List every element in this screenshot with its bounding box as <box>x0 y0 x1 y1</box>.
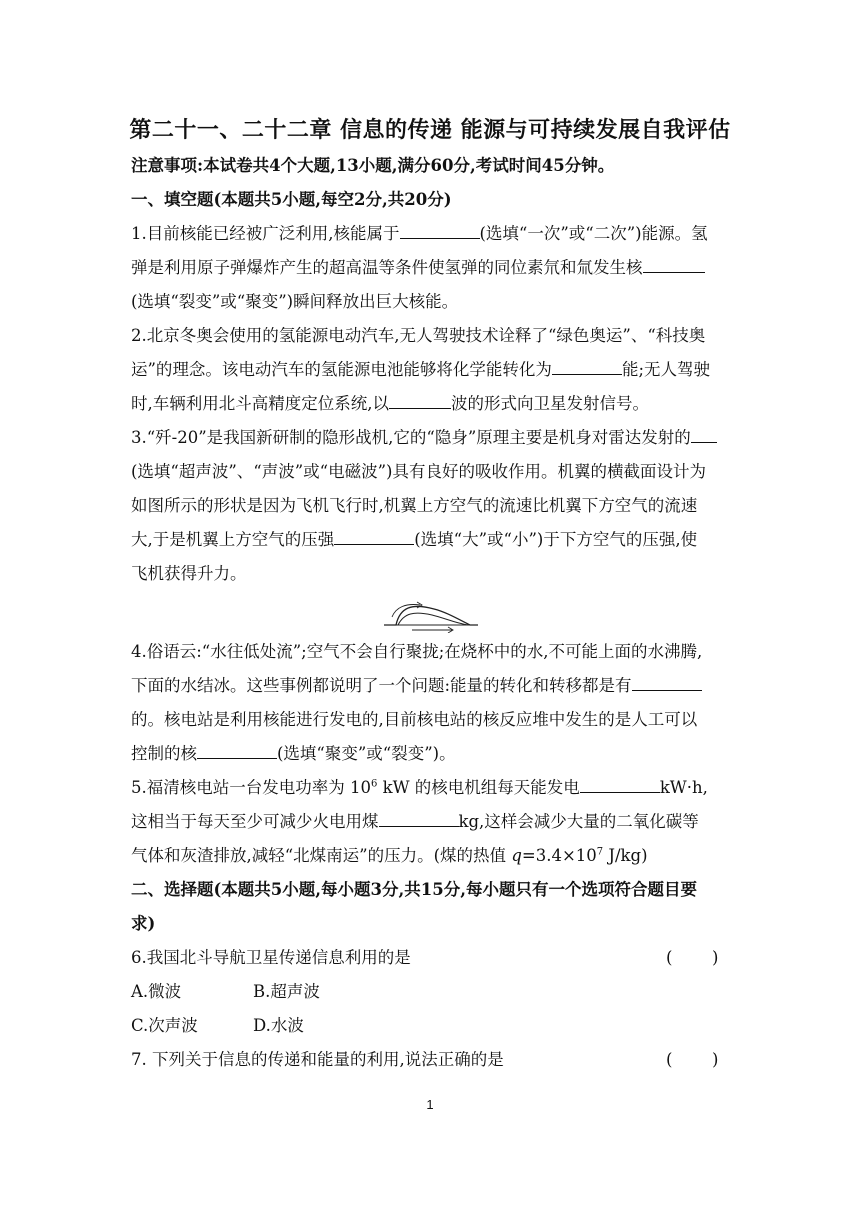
q3-line1: 3.“歼-20”是我国新研制的隐形战机,它的“隐身”原理主要是机身对雷达发射的 <box>131 423 731 453</box>
q3-blank2 <box>334 526 414 545</box>
page-title: 第二十一、二十二章 信息的传递 能源与可持续发展自我评估 <box>129 117 731 143</box>
q4-line3: 的。核电站是利用核能进行发电的,目前核电站的核反应堆中发生的是人工可以 <box>131 710 698 729</box>
q6-option-b: B.超声波 <box>253 982 320 1001</box>
q6-answer-paren: ( ) <box>666 948 719 967</box>
q1-line3: (选填“裂变”或“聚变”)瞬间释放出巨大核能。 <box>131 292 459 311</box>
q2-line2: 运”的理念。该电动汽车的氢能源电池能够将化学能转化为 能;无人驾驶 <box>131 355 731 385</box>
q3-line3: 如图所示的形状是因为飞机飞行时,机翼上方空气的流速比机翼下方空气的流速 <box>131 496 698 515</box>
q3-line4: 大,于是机翼上方空气的压强 (选填“大”或“小”)于下方空气的压强,使 <box>131 525 731 555</box>
notice: 注意事项:本试卷共4个大题,13小题,满分60分,考试时间45分钟。 <box>131 156 615 175</box>
q1-line1: 1.目前核能已经被广泛利用,核能属于 (选填“一次”或“二次”)能源。氢 <box>131 219 731 249</box>
q5-line1: 5.福清核电站一台发电功率为 $10^6$ kW 的核电机组每天能发电 kW·h, <box>131 773 731 803</box>
q1-blank2 <box>643 254 705 273</box>
q5-blank2 <box>379 808 459 827</box>
q5-blank1 <box>580 774 660 793</box>
page-number: 1 <box>426 1097 434 1112</box>
q4-line2: 下面的水结冰。这些事例都说明了一个问题:能量的转化和转移都是有 <box>131 671 731 701</box>
q3-line2: (选填“超声波”、“声波”或“电磁波”)具有良好的吸收作用。机翼的横截面设计为 <box>131 462 706 481</box>
q6-option-d: D.水波 <box>253 1016 304 1035</box>
q6-option-a: A.微波 <box>131 982 182 1001</box>
q7-answer-paren: ( ) <box>666 1050 719 1069</box>
q2-line3: 时,车辆利用北斗高精度定位系统,以 波的形式向卫星发射信号。 <box>131 389 731 419</box>
q2-line1: 2.北京冬奥会使用的氢能源电动汽车,无人驾驶技术诠释了“绿色奥运”、“科技奥 <box>131 326 706 345</box>
q4-blank2 <box>197 740 277 759</box>
q1-line2: 弹是利用原子弹爆炸产生的超高温等条件使氢弹的同位素氘和氚发生核 <box>131 253 731 283</box>
section2-heading-line2: 求) <box>131 914 156 933</box>
q3-line5: 飞机获得升力。 <box>131 564 247 583</box>
q6-options-row1 <box>131 977 731 1007</box>
q4-blank1 <box>632 672 702 691</box>
q3-blank1 <box>691 424 717 443</box>
q6-stem: 6.我国北斗导航卫星传递信息利用的是 <box>131 948 411 967</box>
section2-heading-line1: 二、选择题(本题共5小题,每小题3分,共15分,每小题只有一个选项符合题目要 <box>131 880 697 899</box>
q4-line4: 控制的核 (选填“聚变”或“裂变”)。 <box>131 739 731 769</box>
q2-blank2 <box>389 390 451 409</box>
q5-line2: 这相当于每天至少可减少火电用煤 kg,这样会减少大量的二氧化碳等 <box>131 807 731 837</box>
q6-option-c: C.次声波 <box>131 1016 198 1035</box>
q5-line3: 气体和灰渣排放,减轻“北煤南运”的压力。(煤的热值 $q=3.4\times 10^7$ J/kg) <box>131 846 648 865</box>
wing-cross-section-figure <box>382 597 482 633</box>
q4-line1: 4.俗语云:“水往低处流”;空气不会自行聚拢;在烧杯中的水,不可能上面的水沸腾, <box>131 642 703 661</box>
section1-heading: 一、填空题(本题共5小题,每空2分,共20分) <box>131 190 452 209</box>
q7-stem: 7. 下列关于信息的传递和能量的利用,说法正确的是 <box>131 1050 504 1069</box>
q2-blank1 <box>552 356 622 375</box>
q1-blank1 <box>400 220 480 239</box>
q6-options-row2 <box>131 1011 731 1041</box>
